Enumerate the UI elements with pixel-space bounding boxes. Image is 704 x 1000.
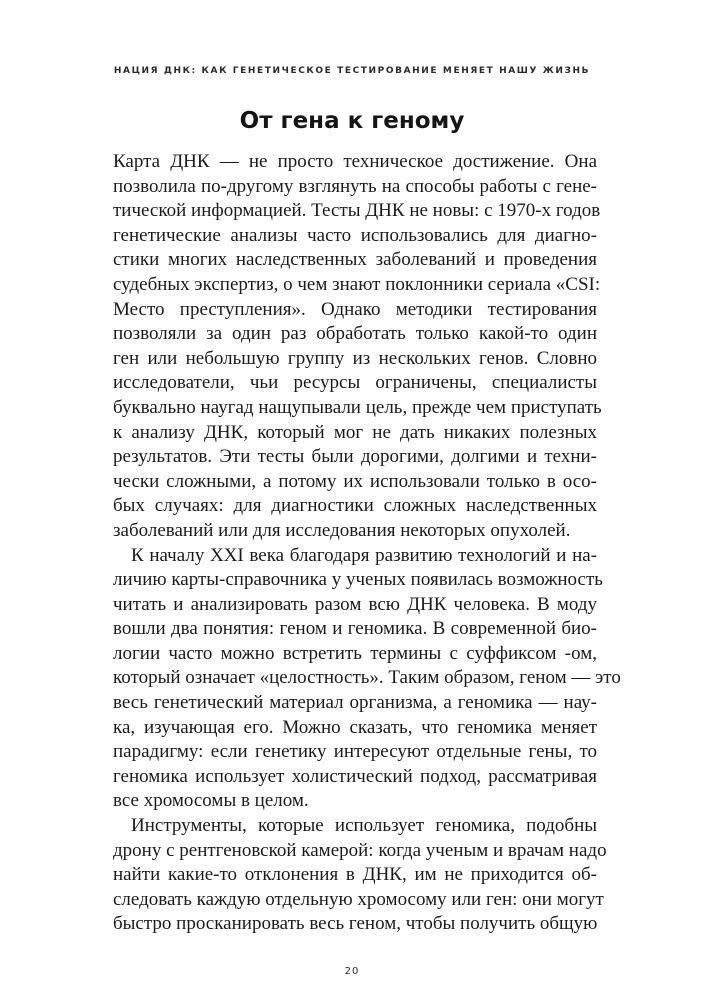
- text-line: читать и анализировать разом всю ДНК человека. В моду: [113, 593, 597, 615]
- text-line: вошли два понятия: геном и геномика. В современной био-: [113, 618, 597, 640]
- page-number: 20: [344, 966, 360, 977]
- text-line: к анализу ДНК, который мог не дать никаких полезных: [113, 421, 597, 443]
- text-line: Место преступления». Однако методики тестирования: [113, 298, 597, 320]
- text-line: парадигму: если генетику интересуют отдельные гены, то: [113, 741, 597, 763]
- text-line: результатов. Эти тесты были дорогими, долгими и техни-: [113, 446, 597, 468]
- text-line: который означает «целостность». Таким образом, геном — это: [113, 667, 621, 689]
- chapter-title: От гена к геному: [239, 108, 465, 134]
- paragraph-3: [113, 814, 607, 937]
- text-line: все хромосомы в целом.: [113, 790, 309, 812]
- text-line: ка, изучающая его. Можно сказать, что геномика меняет: [113, 716, 597, 738]
- paragraph-1: [113, 150, 602, 544]
- text-line: дрону с рентгеновской камерой: когда ученым и врачам надо: [113, 839, 607, 861]
- text-line: буквально наугад нащупывали цель, прежде чем приступать: [113, 396, 602, 418]
- text-line: Инструменты, которые использует геномика, подобны: [131, 815, 597, 837]
- text-line: весь генетический материал организма, а геномика — нау-: [113, 692, 597, 714]
- body-text: [113, 150, 621, 937]
- text-line: позволила по-другому взглянуть на способы работы с гене-: [113, 175, 597, 197]
- text-line: геномика использует холистический подход, рассматривая: [113, 765, 597, 787]
- text-line: логии часто можно встретить термины с суффиксом -ом,: [113, 642, 597, 664]
- text-line: бых случаях: для диагностики сложных наследственных: [113, 495, 597, 517]
- text-line: К началу XXI века благодаря развитию технологий и на-: [131, 544, 597, 566]
- text-line: исследователи, чьи ресурсы ограничены, специалисты: [113, 372, 597, 394]
- text-line: судебных экспертиз, о чем знают поклонники сериала «CSI:: [113, 273, 601, 295]
- text-line: ген или небольшую группу из нескольких генов. Словно: [113, 347, 597, 369]
- text-line: личию карты-справочника у ученых появилась возможность: [113, 569, 603, 591]
- running-header: НАЦИЯ ДНК: КАК ГЕНЕТИЧЕСКОЕ ТЕСТИРОВАНИЕ МЕНЯЕТ НАШУ ЖИЗНЬ: [113, 66, 591, 76]
- text-line: генетические анализы часто использовались для диагно-: [113, 224, 597, 246]
- text-line: быстро просканировать весь геном, чтобы получить общую: [113, 913, 598, 935]
- text-line: тической информацией. Тесты ДНК не новы: с 1970-х годов: [113, 200, 601, 222]
- paragraph-2: [113, 544, 621, 815]
- text-line: заболеваний или для исследования некоторых опухолей.: [113, 519, 571, 541]
- text-line: следовать каждую отдельную хромосому или ген: они могут: [113, 888, 604, 910]
- text-line: Карта ДНК — не просто техническое достижение. Она: [113, 151, 597, 172]
- text-line: позволяли за один раз обработать только какой-то один: [113, 323, 597, 345]
- text-line: чески сложными, а потому их использовали только в осо-: [113, 470, 597, 492]
- text-line: найти какие-то отклонения в ДНК, им не приходится об-: [113, 864, 597, 886]
- text-line: стики многих наследственных заболеваний и проведения: [113, 249, 597, 271]
